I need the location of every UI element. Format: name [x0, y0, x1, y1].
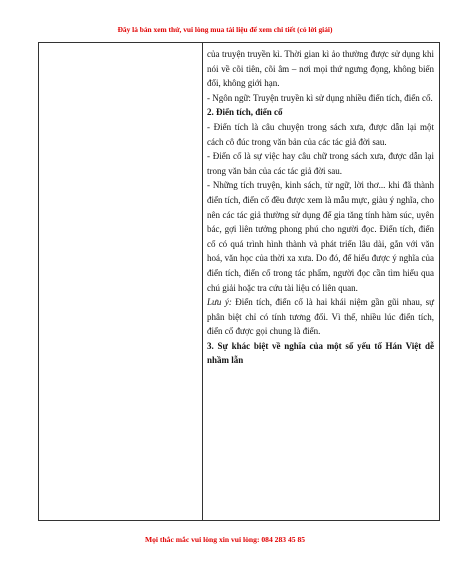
note-paragraph	[207, 295, 434, 339]
paragraph-language: - Ngôn ngữ: Truyện truyền kì sử dụng nhiều điển tích, điển cố.	[207, 92, 433, 103]
section-heading-han-viet: 3. Sự khác biệt về nghĩa của một số yếu tố Hán Việt dễ nhầm lẫn	[207, 340, 434, 366]
paragraph-dien-tich: - Điển tích là câu chuyện trong sách xưa, được dẫn lại một cách cô đúc trong văn bản của các tác giả đời sau.	[207, 121, 434, 147]
paragraph-usage: - Những tích truyện, kinh sách, từ ngữ, lời thơ... khi đã thành điển tích, điển cố đều được xem là mẫu mực, giàu ý nghĩa, cho nên các tác giả thường sử dụng để gia tăng tính hàm súc, uyên bác, gợi liên tưởng phong phú cho người đọc. Điển tích, điển cố có quá trình hình thành và phát triển lâu dài, gắn với văn hoá, văn học của thời xa xưa. Do đó, để hiểu được ý nghĩa của điển tích, điển cố trong tác phẩm, người đọc cần tìm hiểu qua chú giải hoặc tra cứu tài liệu có liên quan.	[207, 180, 434, 293]
note-label: Lưu ý:	[207, 297, 232, 308]
contact-banner: Mọi thắc mắc vui lòng xin vui lòng: 084 283 45 85	[144, 535, 306, 544]
section-heading-allusions: 2. Điển tích, điển cố	[207, 107, 283, 118]
paragraph-time-description: của truyện truyền kì. Thời gian kì ảo thường được sử dụng khi nói về cõi tiên, cõi âm – nơi mọi thứ ngưng đọng, không biến đổi, không giới hạn.	[207, 49, 434, 89]
paragraph-dien-co: - Điển cố là sự việc hay câu chữ trong sách xưa, được dẫn lại trong văn bản của các tác giả đời sau.	[207, 151, 434, 176]
note-text: Điển tích, điển cố là hai khái niệm gần gũi nhau, sự phân biệt chỉ có tính tương đối. Vì thế, nhiều lúc điển tích, điển cố được gọi chung là điển.	[207, 297, 434, 337]
content-column	[207, 47, 434, 368]
content-table	[38, 42, 440, 521]
column-divider	[202, 43, 203, 520]
preview-notice-banner: Đây là bản xem thử, vui lòng mua tài liệu để xem chi tiết (có lời giải)	[117, 25, 333, 34]
